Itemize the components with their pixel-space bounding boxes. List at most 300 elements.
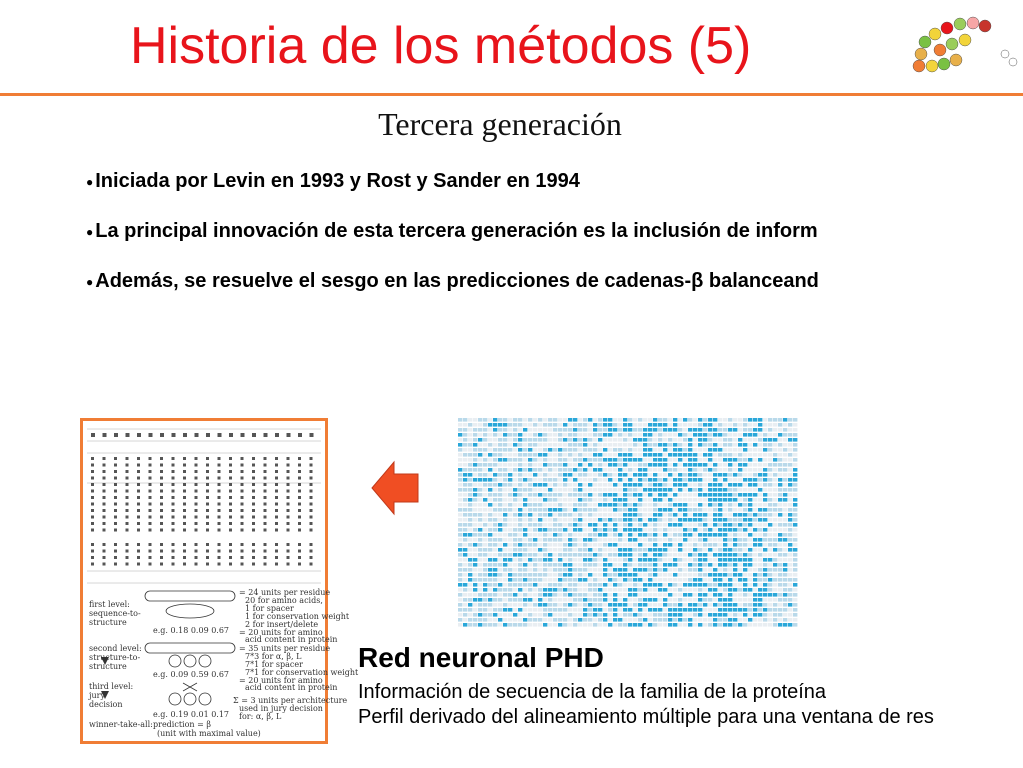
- alignment-cell: [763, 603, 767, 607]
- alignment-cell: [513, 478, 517, 482]
- alignment-cell: [758, 538, 762, 542]
- alignment-cell: [743, 473, 747, 477]
- alignment-cell: [713, 558, 717, 562]
- alignment-cell: [643, 483, 647, 487]
- alignment-cell: [673, 508, 677, 512]
- alignment-cell: [623, 623, 627, 627]
- alignment-cell: [683, 563, 687, 567]
- alignment-cell: [458, 583, 462, 587]
- alignment-cell: [553, 483, 557, 487]
- alignment-cell: [653, 588, 657, 592]
- alignment-cell: [648, 558, 652, 562]
- alignment-cell: [583, 578, 587, 582]
- alignment-cell: [678, 433, 682, 437]
- alignment-cell: [668, 598, 672, 602]
- alignment-cell: [653, 448, 657, 452]
- alignment-cell: [768, 618, 772, 622]
- alignment-cell: [748, 573, 752, 577]
- alignment-cell: [683, 473, 687, 477]
- alignment-cell: [523, 613, 527, 617]
- alignment-cell: [623, 423, 627, 427]
- table-cell-mark: [241, 470, 244, 473]
- table-cell-mark: [126, 464, 129, 467]
- alignment-cell: [628, 583, 632, 587]
- alignment-cell: [723, 423, 727, 427]
- alignment-cell: [773, 513, 777, 517]
- alignment-cell: [788, 563, 792, 567]
- alignment-cell: [648, 618, 652, 622]
- alignment-cell: [513, 518, 517, 522]
- alignment-cell: [673, 568, 677, 572]
- alignment-cell: [753, 588, 757, 592]
- alignment-cell: [593, 458, 597, 462]
- alignment-cell: [588, 543, 592, 547]
- example-values: e.g. 0.18 0.09 0.67: [153, 626, 230, 635]
- alignment-cell: [588, 478, 592, 482]
- alignment-cell: [723, 488, 727, 492]
- alignment-cell: [753, 613, 757, 617]
- alignment-cell: [653, 453, 657, 457]
- alignment-cell: [728, 563, 732, 567]
- alignment-cell: [473, 483, 477, 487]
- alignment-cell: [773, 508, 777, 512]
- alignment-cell: [648, 503, 652, 507]
- alignment-cell: [668, 558, 672, 562]
- alignment-cell: [768, 548, 772, 552]
- alignment-cell: [733, 483, 737, 487]
- alignment-cell: [713, 433, 717, 437]
- table-cell-mark: [137, 516, 140, 519]
- alignment-cell: [633, 613, 637, 617]
- alignment-cell: [618, 428, 622, 432]
- alignment-cell: [643, 558, 647, 562]
- alignment-cell: [478, 513, 482, 517]
- alignment-cell: [603, 548, 607, 552]
- alignment-cell: [603, 598, 607, 602]
- alignment-cell: [733, 498, 737, 502]
- alignment-cell: [758, 608, 762, 612]
- alignment-cell: [753, 443, 757, 447]
- alignment-cell: [753, 608, 757, 612]
- alignment-cell: [558, 568, 562, 572]
- alignment-cell: [458, 468, 462, 472]
- alignment-cell: [713, 598, 717, 602]
- alignment-cell: [608, 423, 612, 427]
- alignment-cell: [643, 563, 647, 567]
- alignment-cell: [773, 418, 777, 422]
- alignment-cell: [688, 428, 692, 432]
- alignment-cell: [598, 523, 602, 527]
- alignment-cell: [558, 488, 562, 492]
- alignment-cell: [533, 548, 537, 552]
- alignment-cell: [728, 553, 732, 557]
- alignment-cell: [463, 423, 467, 427]
- alignment-cell: [598, 513, 602, 517]
- alignment-cell: [498, 603, 502, 607]
- alignment-cell: [753, 548, 757, 552]
- alignment-cell: [558, 548, 562, 552]
- alignment-cell: [498, 418, 502, 422]
- alignment-cell: [533, 563, 537, 567]
- alignment-cell: [508, 473, 512, 477]
- alignment-cell: [498, 543, 502, 547]
- alignment-cell: [783, 468, 787, 472]
- alignment-cell: [613, 543, 617, 547]
- table-cell-mark: [298, 563, 301, 566]
- alignment-cell: [608, 463, 612, 467]
- alignment-cell: [493, 428, 497, 432]
- alignment-cell: [593, 548, 597, 552]
- table-cell-mark: [172, 490, 175, 493]
- alignment-cell: [528, 513, 532, 517]
- alignment-cell: [608, 598, 612, 602]
- alignment-cell: [508, 563, 512, 567]
- alignment-cell: [618, 538, 622, 542]
- alignment-cell: [708, 483, 712, 487]
- alignment-cell: [788, 523, 792, 527]
- alignment-cell: [613, 518, 617, 522]
- table-cell-mark: [137, 509, 140, 512]
- alignment-cell: [793, 603, 797, 607]
- alignment-cell: [613, 528, 617, 532]
- alignment-cell: [758, 553, 762, 557]
- alignment-cell: [508, 583, 512, 587]
- alignment-cell: [568, 498, 572, 502]
- alignment-cell: [473, 473, 477, 477]
- alignment-cell: [593, 533, 597, 537]
- alignment-cell: [728, 533, 732, 537]
- alignment-cell: [488, 483, 492, 487]
- alignment-cell: [673, 548, 677, 552]
- alignment-cell: [598, 508, 602, 512]
- alignment-cell: [483, 488, 487, 492]
- alignment-cell: [613, 468, 617, 472]
- alignment-cell: [753, 453, 757, 457]
- alignment-cell: [583, 473, 587, 477]
- alignment-cell: [533, 513, 537, 517]
- alignment-cell: [628, 468, 632, 472]
- alignment-cell: [658, 588, 662, 592]
- alignment-cell: [588, 428, 592, 432]
- alignment-cell: [573, 523, 577, 527]
- alignment-cell: [578, 543, 582, 547]
- table-cell-mark: [206, 563, 209, 566]
- alignment-cell: [673, 438, 677, 442]
- alignment-cell: [593, 513, 597, 517]
- alignment-cell: [673, 618, 677, 622]
- alignment-cell: [618, 588, 622, 592]
- table-cell-mark: [114, 509, 117, 512]
- alignment-cell: [723, 513, 727, 517]
- alignment-cell: [468, 558, 472, 562]
- alignment-cell: [588, 493, 592, 497]
- alignment-cell: [573, 483, 577, 487]
- alignment-cell: [578, 438, 582, 442]
- alignment-cell: [683, 478, 687, 482]
- alignment-cell: [678, 603, 682, 607]
- alignment-cell: [598, 528, 602, 532]
- alignment-cell: [728, 448, 732, 452]
- alignment-cell: [688, 423, 692, 427]
- alignment-cell: [563, 453, 567, 457]
- alignment-cell: [573, 428, 577, 432]
- alignment-cell: [583, 558, 587, 562]
- alignment-cell: [788, 433, 792, 437]
- alignment-cell: [533, 468, 537, 472]
- table-cell-mark: [275, 470, 278, 473]
- alignment-cell: [688, 553, 692, 557]
- alignment-cell: [528, 528, 532, 532]
- table-cell-mark: [229, 543, 232, 546]
- alignment-cell: [588, 433, 592, 437]
- table-cell-mark: [229, 490, 232, 493]
- alignment-cell: [563, 578, 567, 582]
- alignment-cell: [493, 533, 497, 537]
- alignment-cell: [623, 503, 627, 507]
- alignment-cell: [523, 423, 527, 427]
- alignment-cell: [693, 573, 697, 577]
- alignment-cell: [628, 568, 632, 572]
- alignment-cell: [638, 603, 642, 607]
- alignment-cell: [493, 538, 497, 542]
- alignment-cell: [788, 463, 792, 467]
- alignment-cell: [638, 583, 642, 587]
- alignment-cell: [603, 443, 607, 447]
- alignment-cell: [653, 523, 657, 527]
- table-cell-mark: [172, 543, 175, 546]
- alignment-cell: [513, 608, 517, 612]
- alignment-cell: [723, 448, 727, 452]
- alignment-cell: [703, 448, 707, 452]
- alignment-cell: [598, 423, 602, 427]
- alignment-cell: [713, 528, 717, 532]
- alignment-cell: [643, 618, 647, 622]
- alignment-cell: [728, 548, 732, 552]
- alignment-cell: [483, 608, 487, 612]
- alignment-cell: [618, 458, 622, 462]
- alignment-cell: [598, 568, 602, 572]
- alignment-cell: [713, 473, 717, 477]
- alignment-cell: [658, 418, 662, 422]
- alignment-cell: [698, 543, 702, 547]
- table-cell-mark: [241, 529, 244, 532]
- alignment-cell: [538, 418, 542, 422]
- alignment-cell: [553, 603, 557, 607]
- alignment-cell: [533, 438, 537, 442]
- alignment-cell: [568, 593, 572, 597]
- alignment-cell: [498, 498, 502, 502]
- alignment-cell: [513, 558, 517, 562]
- alignment-cell: [493, 503, 497, 507]
- alignment-cell: [478, 603, 482, 607]
- alignment-cell: [633, 463, 637, 467]
- alignment-cell: [483, 478, 487, 482]
- alignment-cell: [623, 573, 627, 577]
- alignment-cell: [468, 433, 472, 437]
- alignment-cell: [518, 463, 522, 467]
- alignment-cell: [753, 573, 757, 577]
- alignment-cell: [593, 448, 597, 452]
- alignment-cell: [533, 463, 537, 467]
- alignment-cell: [693, 433, 697, 437]
- alignment-cell: [673, 433, 677, 437]
- alignment-cell: [743, 533, 747, 537]
- alignment-cell: [773, 518, 777, 522]
- alignment-cell: [738, 453, 742, 457]
- table-cell-mark: [229, 516, 232, 519]
- alignment-cell: [633, 493, 637, 497]
- alignment-cell: [613, 573, 617, 577]
- alignment-cell: [458, 508, 462, 512]
- alignment-cell: [493, 453, 497, 457]
- alignment-cell: [578, 488, 582, 492]
- alignment-cell: [463, 488, 467, 492]
- alignment-cell: [713, 508, 717, 512]
- table-cell-mark: [103, 529, 106, 532]
- alignment-cell: [488, 428, 492, 432]
- alignment-cell: [588, 588, 592, 592]
- alignment-cell: [478, 478, 482, 482]
- alignment-cell: [668, 438, 672, 442]
- alignment-cell: [548, 598, 552, 602]
- alignment-cell: [593, 463, 597, 467]
- alignment-cell: [658, 523, 662, 527]
- alignment-cell: [458, 458, 462, 462]
- alignment-cell: [773, 588, 777, 592]
- alignment-cell: [668, 443, 672, 447]
- alignment-cell: [678, 428, 682, 432]
- alignment-cell: [693, 528, 697, 532]
- alignment-cell: [478, 418, 482, 422]
- alignment-cell: [493, 563, 497, 567]
- alignment-cell: [558, 423, 562, 427]
- alignment-cell: [748, 613, 752, 617]
- table-cell-mark: [287, 477, 290, 480]
- alignment-cell: [763, 578, 767, 582]
- alignment-cell: [768, 573, 772, 577]
- alignment-cell: [763, 523, 767, 527]
- alignment-cell: [663, 418, 667, 422]
- table-cell-mark: [126, 550, 129, 553]
- alignment-cell: [463, 538, 467, 542]
- alignment-cell: [733, 558, 737, 562]
- alignment-cell: [483, 458, 487, 462]
- alignment-cell: [533, 578, 537, 582]
- alignment-cell: [603, 558, 607, 562]
- alignment-cell: [488, 598, 492, 602]
- alignment-cell: [478, 503, 482, 507]
- table-cell-mark: [218, 509, 221, 512]
- alignment-cell: [463, 543, 467, 547]
- alignment-cell: [593, 443, 597, 447]
- alignment-cell: [648, 518, 652, 522]
- alignment-cell: [548, 603, 552, 607]
- alignment-cell: [473, 458, 477, 462]
- alignment-cell: [613, 448, 617, 452]
- alignment-cell: [588, 453, 592, 457]
- alignment-cell: [588, 458, 592, 462]
- bullet-text: Además, se resuelve el sesgo en las predicciones de cadenas-β balanceand: [95, 270, 819, 292]
- alignment-cell: [713, 453, 717, 457]
- alignment-cell: [728, 613, 732, 617]
- alignment-cell: [743, 463, 747, 467]
- table-cell-mark: [172, 563, 175, 566]
- table-cell-mark: [172, 464, 175, 467]
- alignment-cell: [558, 443, 562, 447]
- alignment-cell: [608, 473, 612, 477]
- table-cell-mark: [287, 503, 290, 506]
- alignment-cell: [723, 528, 727, 532]
- alignment-cell: [668, 603, 672, 607]
- alignment-cell: [548, 508, 552, 512]
- alignment-cell: [553, 623, 557, 627]
- alignment-cell: [658, 503, 662, 507]
- alignment-cell: [763, 423, 767, 427]
- alignment-cell: [663, 448, 667, 452]
- alignment-cell: [678, 513, 682, 517]
- alignment-cell: [503, 528, 507, 532]
- alignment-cell: [628, 538, 632, 542]
- alignment-cell: [633, 423, 637, 427]
- alignment-cell: [663, 493, 667, 497]
- alignment-cell: [598, 438, 602, 442]
- alignment-cell: [508, 588, 512, 592]
- alignment-cell: [513, 598, 517, 602]
- alignment-cell: [763, 518, 767, 522]
- alignment-cell: [558, 428, 562, 432]
- alignment-cell: [648, 583, 652, 587]
- alignment-cell: [468, 623, 472, 627]
- alignment-cell: [793, 588, 797, 592]
- alignment-cell: [768, 583, 772, 587]
- alignment-cell: [648, 568, 652, 572]
- alignment-cell: [613, 478, 617, 482]
- table-header-mark: [287, 433, 291, 437]
- alignment-cell: [563, 548, 567, 552]
- table-cell-mark: [252, 470, 255, 473]
- alignment-cell: [538, 593, 542, 597]
- alignment-cell: [778, 608, 782, 612]
- alignment-cell: [743, 558, 747, 562]
- table-header-mark: [114, 433, 118, 437]
- alignment-cell: [783, 608, 787, 612]
- alignment-cell: [523, 513, 527, 517]
- alignment-cell: [708, 473, 712, 477]
- alignment-cell: [688, 608, 692, 612]
- alignment-cell: [518, 608, 522, 612]
- table-cell-mark: [206, 483, 209, 486]
- alignment-cell: [478, 468, 482, 472]
- alignment-cell: [683, 568, 687, 572]
- alignment-cell: [478, 488, 482, 492]
- alignment-cell: [703, 493, 707, 497]
- alignment-cell: [758, 533, 762, 537]
- alignment-cell: [578, 553, 582, 557]
- alignment-cell: [723, 613, 727, 617]
- alignment-cell: [558, 558, 562, 562]
- alignment-cell: [503, 578, 507, 582]
- alignment-cell: [683, 443, 687, 447]
- table-cell-mark: [126, 483, 129, 486]
- alignment-cell: [573, 593, 577, 597]
- alignment-cell: [533, 593, 537, 597]
- alignment-cell: [763, 418, 767, 422]
- alignment-cell: [513, 443, 517, 447]
- table-cell-mark: [172, 516, 175, 519]
- bullet-text: La principal innovación de esta tercera generación es la inclusión de inform: [95, 220, 818, 242]
- alignment-cell: [538, 458, 542, 462]
- alignment-cell: [518, 473, 522, 477]
